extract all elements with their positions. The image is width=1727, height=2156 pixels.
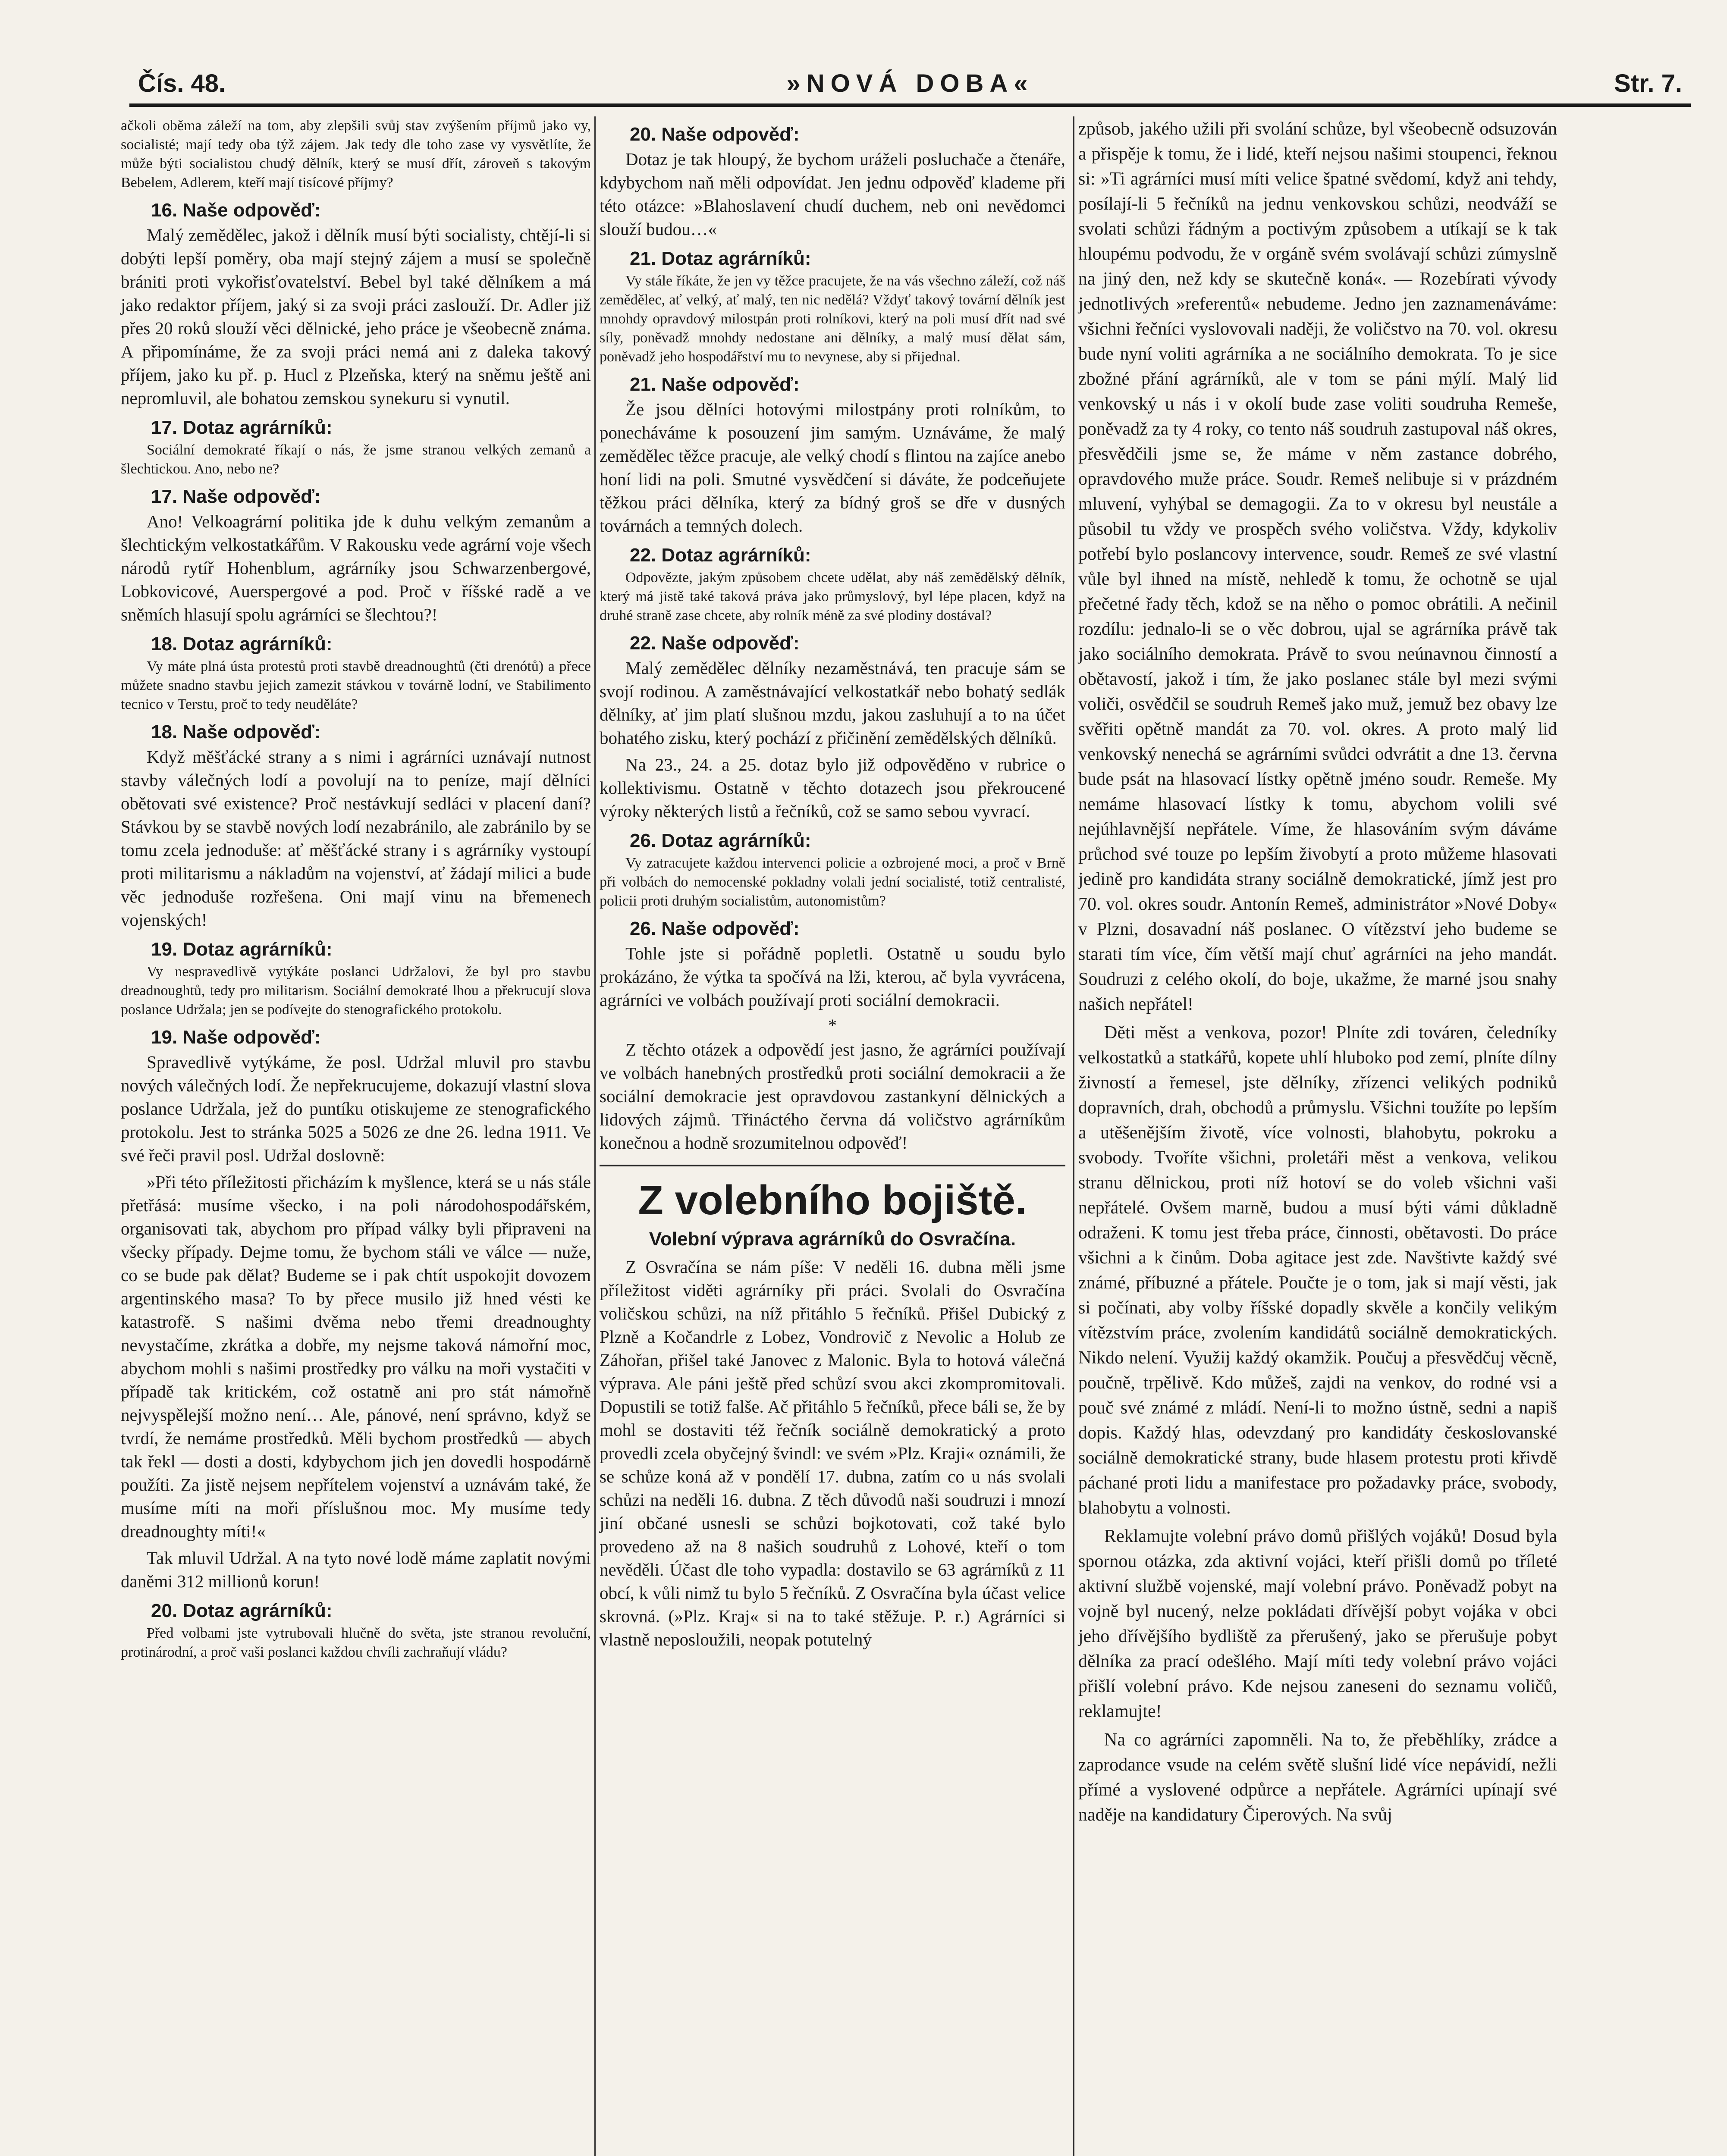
section-heading: 22. Naše odpověď: (630, 633, 800, 654)
paragraph: Když měšťácké strany a s nimi i agrárníci uznávají nutnost stavby válečných lodí a povolují na to peníze, mají dělníci obětovati své existence? Proč nestávkují sedláci v placení daní? Stávkou by se stavbě nových lodí nezabránilo, ale zabránilo by se tomu zcela jednoduše: ať měšťácké strany i s agrárníky vystoupí proti militarismu a nákladům na vojenství, ať žádají milici a bude věc jednoduše rozřešena. Oni mají vinu na břemenech vojenských! (121, 747, 591, 930)
paragraph: Děti měst a venkova, pozor! Plníte zdi továren, čeledníky velkostatků a statkářů, kopete uhlí hluboko pod zemí, plníte dílny živností a řemesel, jste dělníky, zřízenci velikých podniků dopravních, drah, obchodů a průmyslu. Všichni toužíte po lepším a utěšenějším životě, více volnosti, blahobytu, pokroku a svobody. Tvoříte všichni, proletáři měst a venkova, velikou stranu dělnickou, proti níž hotoví se do voleb všichni vaši nepřátelé. Ovšem marně, budou a musí býti vámi důkladně odraženi. K tomu jest třeba práce, činnosti, obětavosti. Do práce všichni a k činům. Doba agitace jest zde. Navštivte každý své známé, příbuzné a přátele. Poučte je o tom, jak si mají věsti, jak si počínati, aby volby říšské dopadly skvěle a končily velikým vítězstvím práce, zvolením kandidátů sociálně demokratických. Nikdo nelení. Využij každý okamžik. Poučuj a přesvědčuj věcně, poučně, trpělivě. Kdo můžeš, zajdi na venkov, do rodné vsi a pouč své známé z mládí. Není-li to možno ústně, sedni a napiš dopis. Každý hlas, odevzdaný pro kandidáty českoslovanské sociálně demokratické strany, bude hlasem protestu proti křivdě páchané proti lidu a manifestace pro požadavky práce, svobody, blahobytu a volnosti. (1078, 1023, 1557, 1518)
section-heading: 22. Dotaz agrárníků: (630, 545, 811, 566)
divider (600, 1165, 1065, 1166)
article-subtitle: Volební výprava agrárníků do Osvračína. (649, 1228, 1016, 1250)
paragraph: Vy zatracujete každou intervenci policie a ozbrojené moci, a proč v Brně při volbách do nemocenské pokladny volali jední socialisté, totiž centralisté, policii proti druhým socialistům, autonomistům? (600, 855, 1065, 909)
paragraph: Reklamujte volební právo domů přišlých vojáků! Dosud byla spornou otázka, zda aktivní vojáci, kteří přišli domů po tříleté aktivní službě vojenské, mají volební právo. Poněvadž pobyt na vojně byl nucený, nelze pokládati dřívější pobyt vojáka v obci jeho dřívějšího bydliště za přerušený, jako se přerušuje pobyt dělníka za prací odešlého. Mají míti tedy volební právo vojáci přišlí volební právo. Kde nejsou zaneseni do seznamu voličů, reklamujte! (1078, 1526, 1557, 1721)
paragraph: Tak mluvil Udržal. A na tyto nové lodě máme zaplatit novými daněmi 312 millionů korun! (121, 1548, 591, 1591)
separator-star: * (828, 1015, 837, 1035)
section-heading: 21. Naše odpověď: (630, 374, 800, 395)
paragraph: Na co agrárníci zapomněli. Na to, že přeběhlíky, zrádce a zaprodance vsude na celém světě slušní lidé více nepávidí, nežli přímé a vyslovené odpůrce a nepřátele. Agrárníci upínají své naděje na kandidatury Čiperových. Na svůj (1078, 1730, 1557, 1825)
paragraph: Tohle jste si pořádně popletli. Ostatně u soudu bylo prokázáno, že výtka ta spočívá na lži, kterou, ač byla vyvrácena, agrárníci ve volbách používají proti sociální demokracii. (600, 943, 1065, 1010)
paragraph: Vy nespravedlivě vytýkáte poslanci Udržalovi, že byl pro stavbu dreadnoughtů, tedy pro militarism. Sociální demokraté lhou a překrucují slova poslance Udržala; jen se podívejte do stenografického protokolu. (121, 964, 591, 1018)
paragraph: Před volbami jste vytrubovali hlučně do světa, jste stranou revoluční, protinárodní, a proč vaši poslanci každou chvíli zachraňují vládu? (121, 1625, 591, 1660)
section-heading: 26. Dotaz agrárníků: (630, 830, 811, 851)
paragraph: způsob, jakého užili při svolání schůze, byl všeobecně odsuzován a přispěje k tomu, že i lidé, kteří nejsou našimi stoupenci, řeknou si: »Ti agrárníci musí míti velice špatné svědomí, když ani tehdy, posílají-li 5 řečníků na jednu venkovskou schůzi, neodváží se svolati schůzi řádným a poctivým způsobem a utíkají se k tak hloupému podvodu, že v orgáně svém svolávají schůzi zúmyslně na jiný den, než kdy se skutečně koná«. — Rozebírati vývody jednotlivých »referentů« nebudeme. Jedno jen zaznamenáváme: všichni řečníci vyslovovali naději, že voličstvo na 70. vol. okresu bude nyní voliti agrárníka a ne sociálního demokrata. To je sice zbožné přání agrárníků, ale v tom se páni mýlí. Malý lid venkovský u nás i v okolí bude zase voliti soudruha Remeše, poněvadž za ty 4 roky, co tento náš soudruh zastupoval náš okres, přesvědčili jsme se, že máme v něm zastance dobrého, opravdového muže práce. Soudr. Remeš nelibuje si v prázdném mluvení, vyhýbal se demagogii. Za to v okresu byl neustále a působil tu vždy ve prospěch svého voličstva. Vždy, kdykoliv potřebí bylo poslancovy intervence, soudr. Remeš ze své vlastní vůle byl ihned na místě, nehledě k tomu, že ochotně se ujal přečetné řady těch, kdož se na něho o pomoc obrátili. A nečinil rozdílu: jednalo-li se o věc dobrou, ujal se agrárníka právě tak jako sociálního demokrata. Právě to svou neúnavnou činností a obětavostí, jakož i tím, že jako poslanec stále byl mezi svými voliči, osvědčil se soudruh Remeš jako muž, jemuž bez obavy lze svěřiti opětně mandát za 70. vol. okres. A proto malý lid venkovský nenechá se agrárními svůdci odvrátit a dne 13. června bude psát na hlasovací lístky opětně jméno soudr. Remeše. My nemáme hlasovací lístky k tomu, abychom volili své nejúhlavnější nepřátele. Víme, že hlasováním svým dáváme průchod své touze po lepším živobytí a proto můžeme hlasovati jedině pro kandidáta strany sociálně demokratické, jímž jest pro 70. vol. okres soudr. Antonín Remeš, administrátor »Nové Doby« v Plzni, dosavadní náš poslanec. O vítězství jeho budeme se starati tím více, čím větší mají chuť agrárníci na jeho mandát. Soudruzi z celého okolí, do boje, ukažme, že marné jsou snahy našich nepřátel! (1078, 119, 1557, 1014)
section-heading: 18. Naše odpověď: (151, 721, 321, 743)
paragraph: Na 23., 24. a 25. dotaz bylo již odpověděno v rubrice o kollektivismu. Ostatně v těchto dotazech jsou překroucené výroky některých listů a řečníků, což se samo sebou vyvrací. (600, 755, 1065, 821)
section-heading: 26. Naše odpověď: (630, 918, 800, 939)
paragraph: Z Osvračína se nám píše: V neděli 16. dubna měli jsme příležitost viděti agrárníky při práci. Svolali do Osvračína voličskou schůzi, na níž přitáhlo 5 řečníků. Přišel Dubický z Plzně a Kočandrle z Lobez, Vondrovič z Nevolic a Holub ze Záhořan, přišel také Janovec z Malonic. Byla to hotová válečná výprava. Ale páni ještě před schůzí svou akci zkompromitovali. Dopustili se totiž falše. Ač přitáhlo 5 řečníků, přece báli se, že by mohl se dostaviti též řečník sociálně demokratický a proto provedli zcela obyčejný švindl: ve svém »Plz. Kraji« oznámili, že se schůze koná až v pondělí 17. dubna, zatím co u nás svolali schůzi na neděli 16. dubna. Z těch důvodů naši soudruzi i mnozí jiní občané usnesli se schůzi bojkotovati, což také bylo provedeno až na 8 našich soudruhů z Lohové, kteří o tom nevěděli. Účast dle toho vypadla: dostavilo se 63 agrárníků z 11 obcí, k vůli nimž tu bylo 5 řečníků. Z Osvračína byla účast velice skrovná. (»Plz. Kraj« si na to také stěžuje. P. r.) Agrárníci si vlastně neposloužili, neopak potutelný (600, 1257, 1065, 1649)
paragraph: Dotaz je tak hloupý, že bychom uráželi posluchače a čtenáře, kdybychom naň měli odpovídat. Jen jednu odpověď klademe při této otázce: »Blahoslavení chudí duchem, neb oni nevědomci slouží budou…« (600, 149, 1065, 239)
article-title: Z volebního bojiště. (638, 1177, 1027, 1223)
paragraph: Že jsou dělníci hotovými milostpány proti rolníkům, to ponecháváme k posouzení jim samým. Uznáváme, že malý zemědělec těžce pracuje, ale velký chodí s flintou na zajíce anebo honí lidi na poli. Smutné vysvědčení si dáváte, že podceňujete těžkou práci dělníka, který za bídný groš se dře v dusných továrnách a temných dolech. (600, 399, 1065, 536)
paragraph: Sociální demokraté říkají o nás, že jsme stranou velkých zemanů a šlechtickou. Ano, nebo ne? (121, 442, 591, 477)
paragraph: Spravedlivě vytýkáme, že posl. Udržal mluvil pro stavbu nových válečných lodí. Že nepřekrucujeme, dokazují vlastní slova poslance Udržala, jež do puntíku otiskujeme ze stenografického protokolu. Jest to stránka 5025 a 5026 ze dne 26. ledna 1911. Ve své řeči pravil posl. Udržal doslovně: (121, 1052, 591, 1165)
section-heading: 18. Dotaz agrárníků: (151, 633, 333, 655)
section-heading: 17. Naše odpověď: (151, 486, 321, 507)
paragraph: Ano! Velkoagrární politika jde k duhu velkým zemanům a šlechtickým velkostatkářům. V Rakousku vede agrární voje všech národů rytíř Hohenblum, agrárníky jsou Schwarzenbergové, Lobkovicové, Auerspergové a pod. Proč v říšské radě a ve sněmích hlasují spolu agrárníci se šlechtou?! (121, 511, 591, 624)
paragraph: Malý zemědělec, jakož i dělník musí býti socialisty, chtějí-li si dobýti lepší poměry, oba mají stejný zájem a musí se společně brániti proti vykořisťovatelství. Bebel byl také dělníkem a má jako redaktor příjem, jaký si za svoji práci zaslouží. Dr. Adler již přes 20 roků slouží věci dělnické, jeho práce je všeobecně známa. A připomínáme, že za svoji práci nemá ani z daleka takový příjem, jako ku př. p. Hucl z Plzeňska, který na sněmu ještě ani nepromluvil, ale bohatou zemskou synekuru si vynutil. (121, 225, 591, 408)
newspaper-title: »NOVÁ DOBA« (786, 69, 1034, 97)
column-2 (600, 116, 1065, 1655)
paragraph: Vy stále říkáte, že jen vy těžce pracujete, že na vás všechno záleží, což náš zemědělec, ať velký, ať malý, ten nic nedělá? Vždyť takový tovární dělník jest mnohdy opravdový milostpán proti rolníkovi, který na poli musí dřít nad své síly, poněvadž mnohdy nedostane ani dělníky, a malý musí dělat sám, poněvadž jeho hospodářství mu to nevynese, aby si přijednal. (600, 273, 1065, 365)
column-rule-1 (594, 116, 596, 2156)
column-rule-2 (1073, 116, 1074, 2156)
section-heading: 16. Naše odpověď: (151, 200, 321, 221)
section-heading: 19. Dotaz agrárníků: (151, 939, 333, 960)
paragraph: Malý zemědělec dělníky nezaměstnává, ten pracuje sám se svojí rodinou. A zaměstnávající velkostatkář nebo bohatý sedlák dělníky, ať jim platí slušnou mzdu, jakou zasluhují a to na účet bohatého zisku, který pochází z přičinění zemědělských dělníků. (600, 658, 1065, 748)
quote-paragraph: »Při této příležitosti přicházím k myšlence, která se u nás stále přetřásá: musíme všecko, i na poli národohospodářském, organisovati tak, abychom pro případ války byli připraveni na všecky případy. Dejme tomu, že bychom stáli ve válce — nuže, co se bude pak dělat? Budeme se i pak chtít uspokojit dovozem argentinského masa? To by přece musilo již hned vésti ke katastrofě. S našimi dvěma nebo třemi dreadnoughty nevystačíme, zkrátka a dobře, my nejsme taková námořní moc, abychom mohli s našimi prostředky pro válku na moři vystačiti v případě tak kritickém, což ostatně ani pro stát námořně nejvyspělejší možno není… Ale, pánové, není správno, když se tvrdí, že nemáme prostředků. Měli bychom prostředků — abych tak řekl — dosti a dosti, kdybychom jich jen dovedli hospodárně použíti. Za jistě nejsem nepřítelem vojenství a uznávám také, že musíme míti na moři příslušnou moc. My musíme tedy dreadnoughty míti!« (121, 1172, 591, 1541)
column-1 (121, 116, 591, 1665)
section-heading: 20. Naše odpověď: (630, 124, 800, 145)
paragraph: ačkoli oběma záleží na tom, aby zlepšili svůj stav zvýšením příjmů jako vy, socialisté; mají tedy oba týž zájem. Jak tedy dle toho zase vy vysvětlíte, že může býti socialistou chudý dělník, který se musí dřít, zároveň s takovým Bebelem, Adlerem, kteří mají tisícové příjmy? (121, 118, 591, 191)
section-heading: 20. Dotaz agrárníků: (151, 1600, 333, 1621)
section-heading: 19. Naše odpověď: (151, 1027, 321, 1048)
section-heading: 21. Dotaz agrárníků: (630, 248, 811, 269)
page-number: Str. 7. (1614, 69, 1682, 97)
page-header (129, 65, 1691, 107)
paragraph: Odpovězte, jakým způsobem chcete udělat, aby náš zemědělský dělník, který má jistě také taková práva jako průmyslový, byl lépe placen, když na druhé straně zase chcete, aby rolník méně za své plodiny dostával? (600, 570, 1065, 624)
column-3 (1078, 116, 1557, 1831)
issue-number: Čís. 48. (138, 69, 226, 97)
paragraph: Z těchto otázek a odpovědí jest jasno, že agrárníci používají ve volbách hanebných prostředků proti sociální demokracii a že sociální demokracie jest opravdovou zastankyní dělnických a lidových zájmů. Třináctého června dá voličstvo agrárníkům konečnou a hodně srozumitelnou odpověď! (600, 1040, 1065, 1153)
section-heading: 17. Dotaz agrárníků: (151, 417, 333, 438)
paragraph: Vy máte plná ústa protestů proti stavbě dreadnoughtů (čti drenótů) a přece můžete snadno stavbu jejich zamezit stávkou v továrně lodní, ve Stabilimento tecnico v Terstu, proč to tedy neuděláte? (121, 658, 591, 712)
